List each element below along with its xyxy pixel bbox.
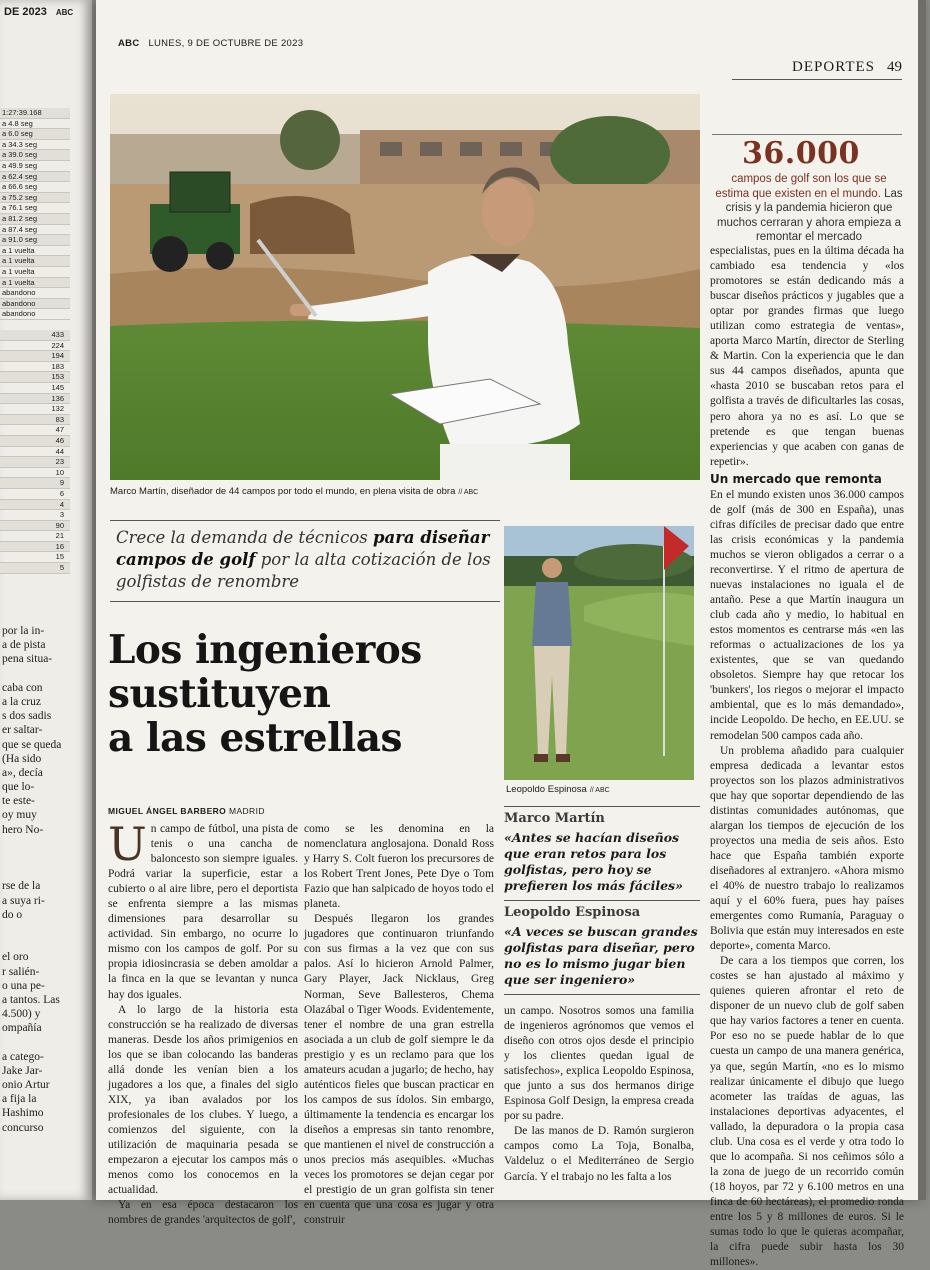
text-line: rse de la xyxy=(2,880,41,893)
adjacent-page-left xyxy=(0,0,92,1200)
points-row xyxy=(0,425,70,436)
article-subhead: Un mercado que remonta xyxy=(710,471,882,486)
text-line: onio Artur xyxy=(2,1079,50,1091)
text-line: 4.500) y xyxy=(2,1008,41,1021)
points-value: 15 xyxy=(55,552,64,562)
points-row xyxy=(0,383,70,394)
text-line: por la in- xyxy=(2,625,45,637)
points-value: 16 xyxy=(55,541,64,551)
text-line: (Ha sido xyxy=(2,752,42,765)
article-column-4 xyxy=(710,244,904,1269)
folio-date: LUNES, 9 DE OCTUBRE DE 2023 xyxy=(148,38,304,49)
drop-cap: U xyxy=(108,817,147,871)
result-value: a 34.3 seg xyxy=(2,139,38,149)
points-value: 10 xyxy=(55,467,64,477)
text-line xyxy=(2,837,88,851)
section-header xyxy=(732,58,902,80)
points-value: 4 xyxy=(59,499,64,509)
text-line: o una pe- xyxy=(2,979,45,992)
result-value: abandono xyxy=(2,288,36,298)
points-value: 224 xyxy=(51,340,64,350)
text-line: a la cruz xyxy=(2,695,41,708)
points-value: 44 xyxy=(55,446,64,456)
result-value: a 1 vuelta xyxy=(2,266,35,276)
stat-rule xyxy=(712,134,902,135)
deck-text-1: Crece la demanda de técnicos xyxy=(116,528,373,547)
text-line: s dos sadis xyxy=(2,710,52,723)
text-line: r salién- xyxy=(2,965,40,978)
result-value: a 76.1 seg xyxy=(2,203,38,213)
section-name: DEPORTES xyxy=(792,59,875,75)
paragraph: Después llegaron los grandes jugadores que continuaron triunfando con sus firmas a la vez que con sus palos. Así lo hicieron Arnold Palmer, Gary Player, Jack Nicklaus, Greg Norman, Seve Ballesteros, Chema Olazábal o Tiger Woods. Evidentemente, tener el nombre de una gran estrella asociada a un club de golf siempre le da prestigio y es un reclamo para que los amateurs acudan a jugarlo; de hecho, hay auténticos fieles que buscan practicar en los campos de sus ídolos. Sin embargo, últimamente la tendencia es encargar los diseños a empresas sin tanto renombre, que mantienen el nivel de construcción a unos precios más asequibles. «Muchas veces los promotores se dejan cegar por el prestigio de un gran golfista sin tener en cuenta que una cosa es jugar y otra construir xyxy=(304,913,494,1227)
stat-text-rest: Las crisis y la pandemia hicieron que muchos cerraran y ahora empieza a remontar el mercado xyxy=(716,187,903,243)
text-line: el oro xyxy=(2,951,29,964)
result-row xyxy=(0,256,70,267)
text-line: que lo- xyxy=(2,781,35,794)
result-row xyxy=(0,108,70,119)
result-value: abandono xyxy=(2,298,36,308)
deck-text-bold: para diseñar campos de golf xyxy=(116,528,490,569)
points-value: 46 xyxy=(55,435,64,445)
text-line: do o xyxy=(2,908,23,921)
text-line: concurso xyxy=(2,1121,44,1134)
result-row xyxy=(0,288,70,299)
points-row xyxy=(0,552,70,563)
points-row xyxy=(0,447,70,458)
result-value: a 62.4 seg xyxy=(2,171,38,181)
photo-second-caption xyxy=(506,784,610,795)
result-row xyxy=(0,235,70,246)
pull-quote-text: «Antes se hacían diseños que eran retos para los golfistas, pero hoy se prefieren los más fáciles» xyxy=(504,830,683,893)
byline xyxy=(108,806,265,816)
result-value: a 1 vuelta xyxy=(2,256,35,266)
points-row xyxy=(0,372,70,383)
text-line: oy muy xyxy=(2,809,37,822)
article-column-3 xyxy=(504,1004,694,1183)
points-row xyxy=(0,531,70,542)
article-column-1 xyxy=(108,817,298,1227)
byline-location: MADRID xyxy=(228,806,265,816)
text-line xyxy=(2,922,88,936)
points-row xyxy=(0,436,70,447)
result-row xyxy=(0,214,70,225)
points-row xyxy=(0,563,70,574)
result-value: a 4.8 seg xyxy=(2,118,33,128)
text-line: Hashimo xyxy=(2,1107,44,1120)
text-line xyxy=(2,936,88,950)
text-line: er saltar- xyxy=(2,724,43,737)
result-row xyxy=(0,150,70,161)
text-line: a suya ri- xyxy=(2,894,45,907)
left-page-header xyxy=(0,0,92,18)
results-table xyxy=(0,108,70,320)
text-line: Jake Jar- xyxy=(2,1064,43,1077)
result-value: a 1 vuelta xyxy=(2,245,35,255)
points-row xyxy=(0,521,70,532)
points-row xyxy=(0,542,70,553)
result-value: a 49.9 seg xyxy=(2,160,38,170)
paragraph: De las manos de D. Ramón surgieron campos como La Toja, Bonalba, Valdeluz o el Mediterráneo de Sergio García. Y el trabajo no les falta a los xyxy=(504,1125,694,1183)
points-row xyxy=(0,415,70,426)
points-value: 183 xyxy=(51,361,64,371)
text-line xyxy=(2,667,88,681)
pull-quote-leopoldo xyxy=(504,900,700,995)
points-value: 47 xyxy=(55,425,64,435)
article-headline xyxy=(108,628,488,760)
points-row xyxy=(0,468,70,479)
caption-text: Marco Martín, diseñador de 44 campos por todo el mundo, en plena visita de obra xyxy=(110,486,456,497)
pull-quote-rule xyxy=(504,994,700,995)
points-value: 3 xyxy=(59,510,64,520)
paragraph: como se les denomina en la nomenclatura anglosajona. Donald Ross y Harry S. Colt fueron los precursores de los Robert Trent Jones, Pete Dye o Tom Fazio que han salpicado de hoyos todo el planeta. xyxy=(304,823,494,911)
left-page-date: DE 2023 xyxy=(4,6,47,18)
points-row xyxy=(0,394,70,405)
paragraph: En el mundo existen unos 36.000 campos de golf (más de 300 en España), unas cifras difíciles de precisar dado que entre las crisis económicas y la pandemia muchos se vieron obligados a cerrar o a reconvertirse. Y el ritmo de apertura de nuevas instalaciones no iguala el de antaño. Pese a que Martín inaugura un club cada año y medio, lo habitual en estos momentos es centrarse más «en las reformas o actualizaciones de los ya existentes, que se van quedando obsoletos. Siempre hay que retocar los 'bunkers', los riegos o mejorar el impacto ambiental, que es lo más demandado», incide Leopoldo. De hecho, en EE.UU. se remodelan 500 campos cada año. xyxy=(710,488,904,742)
result-row xyxy=(0,309,70,320)
photo-golf-green xyxy=(504,526,694,780)
result-value: a 91.0 seg xyxy=(2,235,38,245)
result-row xyxy=(0,267,70,278)
photo-leopoldo-espinosa xyxy=(504,526,694,780)
article-deck xyxy=(110,520,500,602)
text-line: a de pista xyxy=(2,639,46,652)
points-value: 136 xyxy=(51,393,64,403)
pull-quote-marco xyxy=(504,806,700,894)
result-row xyxy=(0,129,70,140)
page-folio xyxy=(118,38,303,49)
result-row xyxy=(0,246,70,257)
standings-table xyxy=(0,330,70,574)
points-value: 194 xyxy=(51,351,64,361)
paragraph: n campo de fútbol, una pista de tenis o una cancha de baloncesto son siempre iguales. Podrá variar la superficie, estar a cubierto o al aire libre, pero el deportista se enfrenta siempre a las mismas dimensiones para desarrollar su actividad. Sin embargo, no ocurre lo mismo con los campos de golf. Por su propia idiosincrasia se deben amoldar a la finca en la que se levantan y nunca hay dos iguales. xyxy=(108,823,298,1001)
result-row xyxy=(0,299,70,310)
stat-number: 36.000 xyxy=(742,136,860,171)
byline-author: MIGUEL ÁNGEL BARBERO xyxy=(108,806,227,816)
result-value: a 75.2 seg xyxy=(2,192,38,202)
points-value: 145 xyxy=(51,382,64,392)
points-row xyxy=(0,510,70,521)
result-row xyxy=(0,203,70,214)
points-value: 9 xyxy=(59,478,64,488)
paragraph: especialistas, pues en la última década ha cambiado esa tendencia y «los promotores se están dedicando más a buscar diseños prácticos y jugables que a optar por grandes firmas que luego utilizan como estrategia de ventas», aporta Marco Martín, director de Sterling & Martin. Con la experiencia que le dan sus 44 campos diseñados, apunta que «hasta 2010 se buscaban retos para el golfista a través de dificultarles las cosas, pero ahora ya no es así. Lo que se pretende es que tengan buenas experiencias y que acaben con ganas de repetir». xyxy=(710,245,904,468)
left-page-article-fragment xyxy=(2,624,88,1135)
points-value: 23 xyxy=(55,457,64,467)
text-line xyxy=(2,851,88,865)
caption-credit: // ABC xyxy=(458,489,479,496)
result-row xyxy=(0,140,70,151)
pull-quote-name: Leopoldo Espinosa xyxy=(504,900,700,920)
result-value: a 87.4 seg xyxy=(2,224,38,234)
result-row xyxy=(0,193,70,204)
points-value: 433 xyxy=(51,330,64,339)
text-line xyxy=(2,865,88,879)
points-value: 83 xyxy=(55,414,64,424)
result-row xyxy=(0,119,70,130)
deck-text-2: por la alta cotización de los golfistas de renombre xyxy=(116,550,491,591)
points-value: 132 xyxy=(51,404,64,414)
text-line: a catego- xyxy=(2,1050,44,1063)
result-value: a 39.0 seg xyxy=(2,150,38,160)
points-row xyxy=(0,478,70,489)
paragraph: A lo largo de la historia esta construcción se ha realizado de diversas maneras. Desde los años primigenios en los que se iban colocando las banderas allá donde les venían bien a los jugadores a los que, a finales del siglo XIX, ya iban avalados por los profesionales de los clubes. Y luego, a comienzos del siguiente, con la utilización de maquinaria pesada se empezaron a ejecutar los campos más o menos como los conocemos en la actualidad. xyxy=(108,1003,298,1197)
result-row xyxy=(0,182,70,193)
result-value: 1:27:39.168 xyxy=(2,108,42,117)
stat-text xyxy=(714,172,904,245)
caption2-credit: // ABC xyxy=(589,787,610,794)
text-line: ompañía xyxy=(2,1022,42,1035)
paragraph: un campo. Nosotros somos una familia de ingenieros agrónomos que vemos el diseño con otros ojos desde el principio y los clientes quedan igual de satisfechos», explica Leopoldo Espinosa, que junto a sus dos hermanos dirige Espinosa Golf Design, la empresa creada por su padre. xyxy=(504,1005,694,1123)
paragraph: De cara a los tiempos que corren, los costes se han ajustado al máximo y quienes quieren afrontar el reto de disponer de un nuevo club de golf saben que hay varios factores a tener en cuenta. Por eso no se puede hablar de lo que cuesta un campo de una manera genérica, ya que, según Martín, «no es lo mismo realizar únicamente el dibujo que luego acometer las traídas de aguas, las instalaciones deportivas adyacentes, el vallado, la depuradora o la propia casa club. Una cosa es el verde y otra todo lo que lo acompaña. Si nos ceñimos sólo a la zona de juego de un recorrido común (18 hoyos, par 72 y 6.100 metros en una finca de 60 hectáreas), el promedio ronda entre los 5 y 8 millones de euros. Si le sumas todo lo que le quieras acompañar, la cifra puede subir hasta los 30 millones». xyxy=(710,955,904,1269)
points-row xyxy=(0,341,70,352)
page-number: 49 xyxy=(887,59,902,75)
points-value: 90 xyxy=(55,520,64,530)
headline-line-2: sustituyen xyxy=(108,671,331,717)
points-row xyxy=(0,404,70,415)
stat-text-highlight: campos de golf son los que se estima que existen en el mundo. xyxy=(715,173,887,200)
left-page-brand: ABC xyxy=(55,8,74,17)
photo-construction-site xyxy=(110,94,700,480)
points-row xyxy=(0,351,70,362)
text-line: hero No- xyxy=(2,823,44,836)
text-line: que se queda xyxy=(2,738,62,751)
points-value: 6 xyxy=(59,488,64,498)
points-row xyxy=(0,500,70,511)
result-row xyxy=(0,172,70,183)
text-line: te este- xyxy=(2,795,35,808)
points-row xyxy=(0,457,70,468)
points-value: 153 xyxy=(51,372,64,382)
text-line xyxy=(2,1035,88,1049)
paragraph: Ya en esa época destacaron los nombres de grandes 'arquitectos de golf', xyxy=(108,1199,298,1227)
result-value: a 6.0 seg xyxy=(2,129,33,139)
result-row xyxy=(0,278,70,289)
result-row xyxy=(0,161,70,172)
result-value: a 81.2 seg xyxy=(2,213,38,223)
result-value: a 66.6 seg xyxy=(2,182,38,192)
photo-marco-martin xyxy=(110,94,700,480)
caption2-text: Leopoldo Espinosa xyxy=(506,784,587,795)
headline-line-1: Los ingenieros xyxy=(108,627,422,673)
points-value: 5 xyxy=(59,563,64,573)
result-value: a 1 vuelta xyxy=(2,277,35,287)
newspaper-page xyxy=(96,0,926,1269)
points-row xyxy=(0,330,70,341)
text-line: caba con xyxy=(2,681,43,694)
photo-main-caption xyxy=(110,486,700,497)
text-line: a fija la xyxy=(2,1093,37,1106)
points-row xyxy=(0,362,70,373)
text-line: a tantos. Las xyxy=(2,993,60,1006)
article-column-2 xyxy=(304,822,494,1227)
headline-line-3: a las estrellas xyxy=(108,715,402,761)
text-line: a», decía xyxy=(2,766,43,779)
result-row xyxy=(0,225,70,236)
page-edge xyxy=(918,0,926,1200)
text-line: pena situa- xyxy=(2,653,53,666)
result-value: abandono xyxy=(2,309,36,319)
pull-quote-name: Marco Martín xyxy=(504,806,700,826)
pull-quote-text: «A veces se buscan grandes golfistas para diseñar, pero no es lo mismo jugar bien que ser ingeniero» xyxy=(504,924,698,987)
points-row xyxy=(0,489,70,500)
folio-brand: ABC xyxy=(118,38,140,49)
points-value: 21 xyxy=(55,531,64,541)
paragraph: Un problema añadido para cualquier empresa dedicada a levantar estos proyectos son los plazos administrativos que hay que soportar dependiendo de las distintas comunidades autónomas, que alargan los tiempos de ejecución de los proyectos una media de seis años. Esto hace que España también exporte diseñadores al extranjero. «Ahora mismo el 40% de nuestro trabajo lo realizamos aquí y el 60% fuera, pues hay países emergentes como Rumanía, Paraguay o Bolivia que están muy interesados en este deporte», comenta Marco. xyxy=(710,744,904,953)
